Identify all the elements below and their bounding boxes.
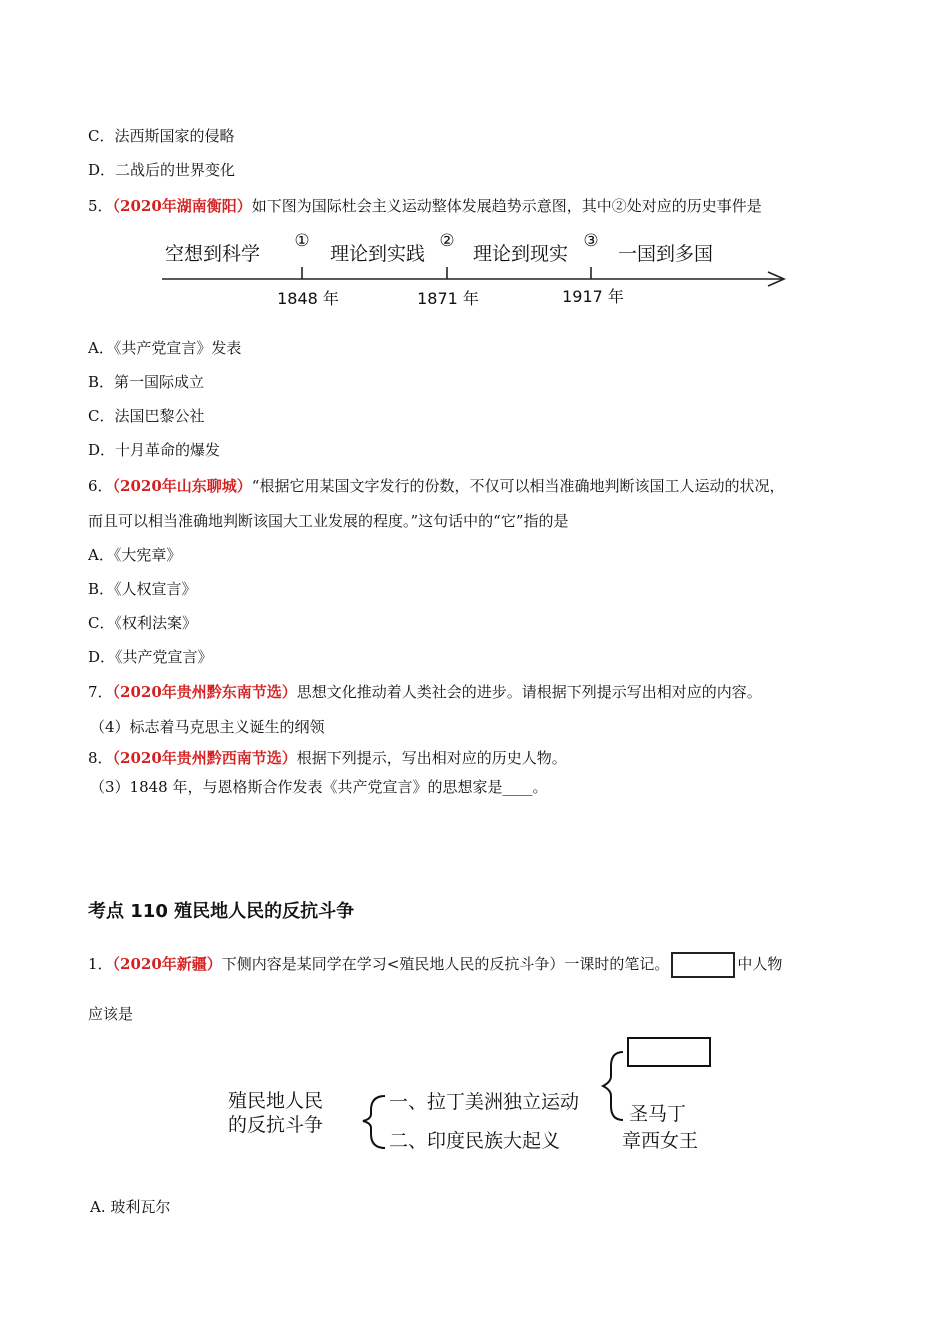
question-text: 下侧内容是某同学在学习<殖民地人民的反抗斗争）一课时的笔记。 <box>221 955 670 973</box>
socialism-timeline-diagram <box>150 226 800 316</box>
question-number: 8． <box>88 749 113 767</box>
timeline-stage-2: 理论到实践 <box>330 243 426 265</box>
colonial-struggle-notes-diagram <box>225 1030 725 1160</box>
q7-sub-question: （4）标志着马克思主义诞生的纲领 <box>90 718 325 736</box>
timeline-year-3: 1917 年 <box>562 287 624 306</box>
q6-stem <box>88 476 784 496</box>
timeline-stage-1: 空想到科学 <box>165 243 261 265</box>
question-source: （2020年新疆） <box>112 955 222 973</box>
notes-person-2: 章西女王 <box>622 1130 699 1152</box>
q6-option-a: A．《大宪章》 <box>88 546 182 564</box>
q6-stem-continued: 而且可以相当准确地判断该国大工业发展的程度。”这句话中的“它”指的是 <box>88 512 569 530</box>
notes-branch-1: 一、拉丁美洲独立运动 <box>389 1091 580 1113</box>
notes-answer-box <box>628 1038 710 1066</box>
q7-stem <box>88 682 762 702</box>
question-number: 1． <box>88 955 113 973</box>
question-text: 根据下列提示，写出相对应的历史人物。 <box>296 749 567 767</box>
question-number: 7． <box>88 683 113 701</box>
q5-option-b: B．第一国际成立 <box>88 373 205 391</box>
timeline-marker-3: ③ <box>583 231 599 251</box>
question-source: （2020年贵州黔东南节选） <box>112 683 297 701</box>
notes-person-1: 圣马丁 <box>629 1103 687 1125</box>
question-text: 如下图为国际杜会主义运动整体发展趋势示意图，其中②处对应的历史事件是 <box>251 197 762 215</box>
timeline-marker-2: ② <box>439 231 455 251</box>
q6-option-b: B．《人权宣言》 <box>88 580 197 598</box>
q4-option-c: C．法西斯国家的侵略 <box>88 127 235 145</box>
q5-option-a: A．《共产党宣言》发表 <box>88 339 242 357</box>
s1-stem-continued: 应该是 <box>88 1005 134 1023</box>
timeline-stage-4: 一国到多国 <box>618 243 714 265</box>
notes-branch-2: 二、印度民族大起义 <box>389 1130 561 1152</box>
question-source: （2020年贵州黔西南节选） <box>112 749 297 767</box>
q5-stem <box>88 196 762 216</box>
question-text: 思想文化推动着人类社会的进步。请根据下列提示写出相对应的内容。 <box>296 683 762 701</box>
q8-stem <box>88 748 567 768</box>
notes-left-brace <box>363 1096 385 1148</box>
q6-option-d: D．《共产党宣言》 <box>88 648 213 666</box>
question-number: 6． <box>88 477 113 495</box>
q8-sub-question: （3）1848 年，与恩格斯合作发表《共产党宣言》的思想家是____。 <box>90 778 548 796</box>
s1-stem <box>88 952 782 978</box>
question-source: （2020年山东聊城） <box>112 477 252 495</box>
s1-option-a: A. 玻利瓦尔 <box>90 1198 171 1216</box>
timeline-year-1: 1848 年 <box>277 289 339 308</box>
notes-topic-line2: 的反抗斗争 <box>228 1114 324 1136</box>
blank-box <box>671 952 735 978</box>
question-number: 5． <box>88 197 113 215</box>
question-text: “根据它用某国文字发行的份数，不仅可以相当准确地判断该国工人运动的状况， <box>251 477 785 495</box>
timeline-year-2: 1871 年 <box>417 289 479 308</box>
timeline-stage-3: 理论到现实 <box>473 243 569 265</box>
section-title: 考点 110 殖民地人民的反抗斗争 <box>88 901 355 922</box>
question-source: （2020年湖南衡阳） <box>112 197 252 215</box>
q5-option-c: C．法国巴黎公社 <box>88 407 205 425</box>
notes-right-brace <box>603 1052 623 1120</box>
question-text-end: 中人物 <box>737 955 783 973</box>
q5-option-d: D．十月革命的爆发 <box>88 441 221 459</box>
q4-option-d: D．二战后的世界变化 <box>88 161 236 179</box>
notes-topic-line1: 殖民地人民 <box>228 1090 324 1112</box>
timeline-marker-1: ① <box>294 231 310 251</box>
q6-option-c: C．《权利法案》 <box>88 614 197 632</box>
